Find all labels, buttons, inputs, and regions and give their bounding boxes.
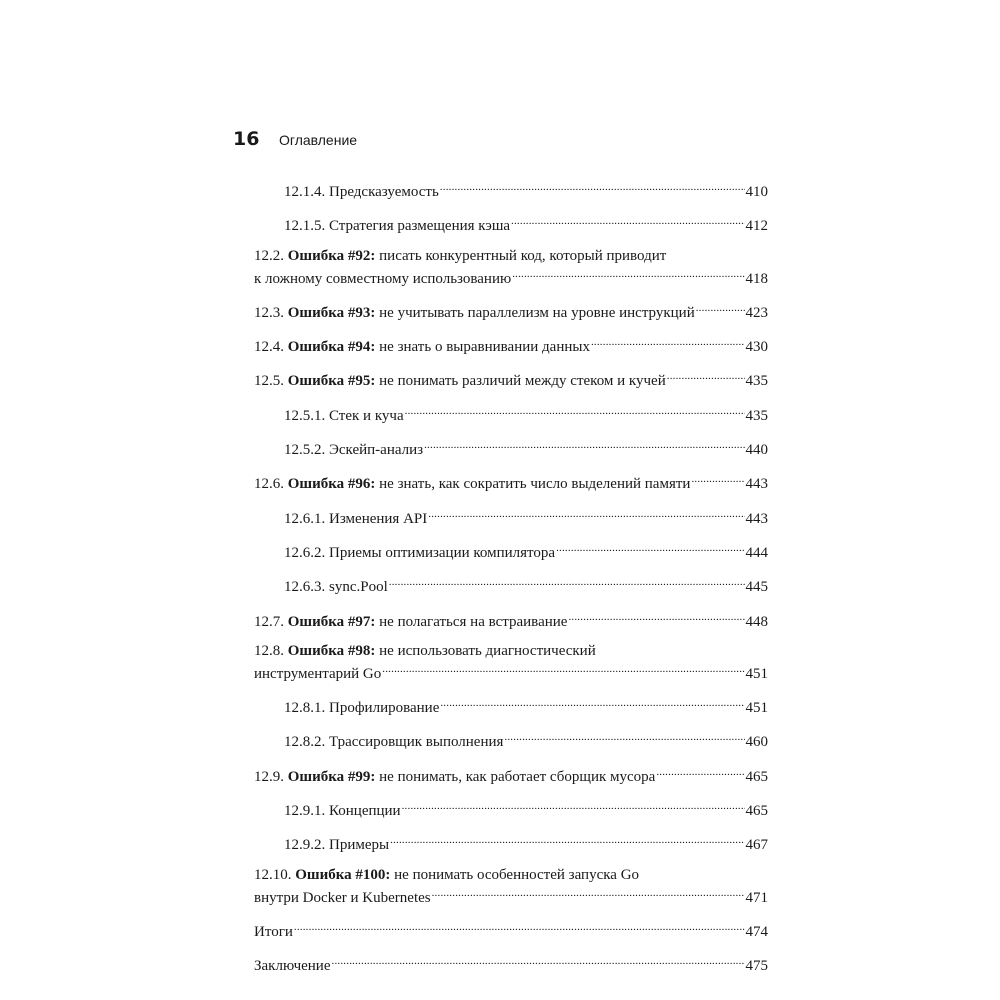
toc-entry-page: 423 xyxy=(745,304,768,321)
toc-entry xyxy=(254,539,768,562)
toc-entry-number: 12.9.2. xyxy=(284,837,326,854)
toc-entry-number: 12.6.2. xyxy=(284,544,326,561)
toc-entry-line xyxy=(254,470,768,493)
toc-entry-number: 12.7. xyxy=(254,613,284,630)
toc-entry-title: не полагаться на встраивание xyxy=(379,613,568,630)
toc-entry-line xyxy=(254,247,768,265)
toc-entry-line xyxy=(284,573,768,596)
toc-entry-page: 444 xyxy=(745,544,768,561)
toc-entry-page: 412 xyxy=(745,218,768,235)
toc-entry-title: Итоги xyxy=(254,923,293,940)
toc-entry-line xyxy=(284,539,768,562)
leader-dots xyxy=(568,608,744,626)
leader-dots xyxy=(440,178,745,196)
toc-entry-title: Приемы оптимизации компилятора xyxy=(329,544,556,561)
leader-dots xyxy=(382,660,744,678)
toc-entry-number: 12.8. xyxy=(254,642,284,659)
toc-entry-title: Трассировщик выполнения xyxy=(329,734,504,751)
toc-entry-title: Заключение xyxy=(254,958,331,975)
toc-entry-error-label: Ошибка #96: xyxy=(287,476,376,493)
leader-dots xyxy=(667,367,745,385)
toc-entry xyxy=(254,797,768,820)
toc-entry-error-label: Ошибка #97: xyxy=(287,613,376,630)
leader-dots xyxy=(691,470,744,488)
toc-entry-number: 12.1.4. xyxy=(284,184,326,200)
toc-entry-line xyxy=(254,608,768,631)
toc-entry-number: 12.6. xyxy=(254,476,284,493)
toc-entry-number: 12.8.2. xyxy=(284,734,326,751)
toc-entry-title: sync.Pool xyxy=(329,579,388,596)
toc-entry-page: 435 xyxy=(745,373,768,390)
toc-entry-line xyxy=(284,505,768,528)
toc-entry-title: не знать о выравнивании данных xyxy=(379,339,590,356)
toc-entry-number: 12.9. xyxy=(254,768,284,785)
toc-entry-title: не понимать, как работает сборщик мусора xyxy=(379,768,656,785)
toc-entry-title-continued: к ложному совместному использованию xyxy=(254,270,512,287)
toc-entry-title: Примеры xyxy=(329,837,390,854)
toc-entry-page: 475 xyxy=(745,958,768,975)
toc-entry-line xyxy=(284,436,768,459)
toc-entry xyxy=(254,608,768,631)
toc-entry-line xyxy=(284,402,768,425)
toc-entry-number: 12.4. xyxy=(254,339,284,356)
leader-dots xyxy=(504,728,744,746)
toc-entry xyxy=(254,178,768,201)
toc-entry-title-continued: инструментарий Go xyxy=(254,665,382,682)
leader-dots xyxy=(656,763,744,781)
leader-dots xyxy=(390,831,744,849)
toc-entry-title: Стек и куча xyxy=(329,407,404,424)
toc-entry-title: Изменения API xyxy=(329,510,428,527)
toc-entry-number: 12.6.1. xyxy=(284,510,326,527)
toc-entry-title: Предсказуемость xyxy=(329,184,439,200)
toc-entry xyxy=(254,299,768,322)
toc-entry-number: 12.5.2. xyxy=(284,442,326,459)
toc-entry xyxy=(254,402,768,425)
toc-entry-page: 435 xyxy=(745,407,768,424)
toc-entry-line xyxy=(284,728,768,751)
toc-entry xyxy=(254,470,768,493)
toc-entry xyxy=(254,918,768,941)
toc-entry xyxy=(254,728,768,751)
toc-entry-number: 12.1.5. xyxy=(284,218,326,235)
toc-entry-title: Концепции xyxy=(329,803,401,820)
toc-entry-number: 12.8.1. xyxy=(284,700,326,717)
toc-entry xyxy=(254,694,768,717)
leader-dots xyxy=(432,884,745,902)
toc-entry-error-label: Ошибка #95: xyxy=(287,373,376,390)
toc-entry-page: 465 xyxy=(745,803,768,820)
toc-entry-title: не понимать особенностей запуска Go xyxy=(394,866,640,883)
toc-entry-page: 465 xyxy=(745,768,768,785)
toc-entry-title: не учитывать параллелизм на уровне инструкций xyxy=(379,304,695,321)
leader-dots xyxy=(556,539,744,557)
toc-entry-line xyxy=(254,952,768,975)
leader-dots xyxy=(424,436,744,454)
toc-entry xyxy=(254,212,768,235)
toc-entry-line xyxy=(254,299,768,322)
toc-entry-number: 12.6.3. xyxy=(284,579,326,596)
toc-entry-page: 448 xyxy=(745,613,768,630)
toc-entry-page: 443 xyxy=(745,476,768,493)
toc-entry-error-label: Ошибка #100: xyxy=(295,866,391,883)
toc-entry-number: 12.3. xyxy=(254,304,284,321)
toc-entry-number: 12.5.1. xyxy=(284,407,326,424)
toc-entry-title: не знать, как сократить число выделений памяти xyxy=(379,476,691,493)
toc-entry-number: 12.5. xyxy=(254,373,284,390)
toc-entry xyxy=(254,573,768,596)
running-head: Оглавление xyxy=(279,132,358,148)
toc-entry-page: 440 xyxy=(745,442,768,459)
toc-entry-number: 12.10. xyxy=(254,866,292,883)
toc-entry-error-label: Ошибка #93: xyxy=(287,304,376,321)
toc-entry-line xyxy=(284,212,768,235)
toc-entry-line xyxy=(254,763,768,786)
toc-entry-title: Эскейп-анализ xyxy=(329,442,424,459)
toc-entry-page: 451 xyxy=(745,700,768,717)
toc-entry-line xyxy=(254,918,768,941)
table-of-contents xyxy=(254,178,768,987)
toc-entry-number: 12.9.1. xyxy=(284,803,326,820)
toc-entry-line xyxy=(254,884,768,907)
toc-entry xyxy=(254,866,768,907)
toc-entry-title: писать конкурентный код, который приводит xyxy=(379,247,667,264)
toc-entry-line xyxy=(254,642,768,660)
toc-entry-page: 430 xyxy=(745,339,768,356)
toc-entry xyxy=(254,952,768,975)
toc-entry xyxy=(254,367,768,390)
toc-entry-line xyxy=(284,797,768,820)
leader-dots xyxy=(332,952,745,970)
toc-entry-error-label: Ошибка #94: xyxy=(287,339,376,356)
toc-entry-line xyxy=(254,660,768,683)
leader-dots xyxy=(440,694,744,712)
toc-entry xyxy=(254,642,768,683)
toc-entry-line xyxy=(284,178,768,201)
toc-entry-title: не понимать различий между стеком и кучей xyxy=(379,373,666,390)
toc-entry xyxy=(254,831,768,854)
toc-entry-page: 443 xyxy=(745,510,768,527)
leader-dots xyxy=(402,797,745,815)
toc-entry-error-label: Ошибка #98: xyxy=(287,642,376,659)
toc-entry-title: Профилирование xyxy=(329,700,440,717)
toc-entry-line xyxy=(254,333,768,356)
leader-dots xyxy=(405,402,745,420)
toc-entry-page: 451 xyxy=(745,665,768,682)
toc-entry xyxy=(254,763,768,786)
toc-entry-line xyxy=(254,367,768,390)
toc-entry xyxy=(254,247,768,288)
toc-entry-page: 410 xyxy=(745,184,768,200)
leader-dots xyxy=(389,573,745,591)
toc-entry-number: 12.2. xyxy=(254,247,284,264)
toc-entry-error-label: Ошибка #99: xyxy=(287,768,376,785)
toc-entry-page: 460 xyxy=(745,734,768,751)
toc-entry-title: Стратегия размещения кэша xyxy=(329,218,511,235)
toc-entry xyxy=(254,436,768,459)
page-header xyxy=(233,128,357,150)
toc-entry-title-continued: внутри Docker и Kubernetes xyxy=(254,889,431,906)
leader-dots xyxy=(591,333,745,351)
leader-dots xyxy=(511,212,744,230)
toc-entry-page: 418 xyxy=(745,270,768,287)
leader-dots xyxy=(696,299,745,317)
toc-entry-page: 471 xyxy=(745,889,768,906)
leader-dots xyxy=(428,505,744,523)
toc-entry-error-label: Ошибка #92: xyxy=(287,247,376,264)
toc-entry-line xyxy=(254,866,768,884)
toc-entry-line xyxy=(284,694,768,717)
toc-entry-title: не использовать диагностический xyxy=(379,642,596,659)
toc-entry-line xyxy=(284,831,768,854)
leader-dots xyxy=(512,265,744,283)
toc-entry-page: 467 xyxy=(745,837,768,854)
toc-entry xyxy=(254,505,768,528)
toc-entry-line xyxy=(254,265,768,288)
toc-entry xyxy=(254,333,768,356)
page-number: 16 xyxy=(233,128,260,150)
leader-dots xyxy=(294,918,745,936)
toc-entry-page: 474 xyxy=(745,923,768,940)
toc-entry-page: 445 xyxy=(745,579,768,596)
